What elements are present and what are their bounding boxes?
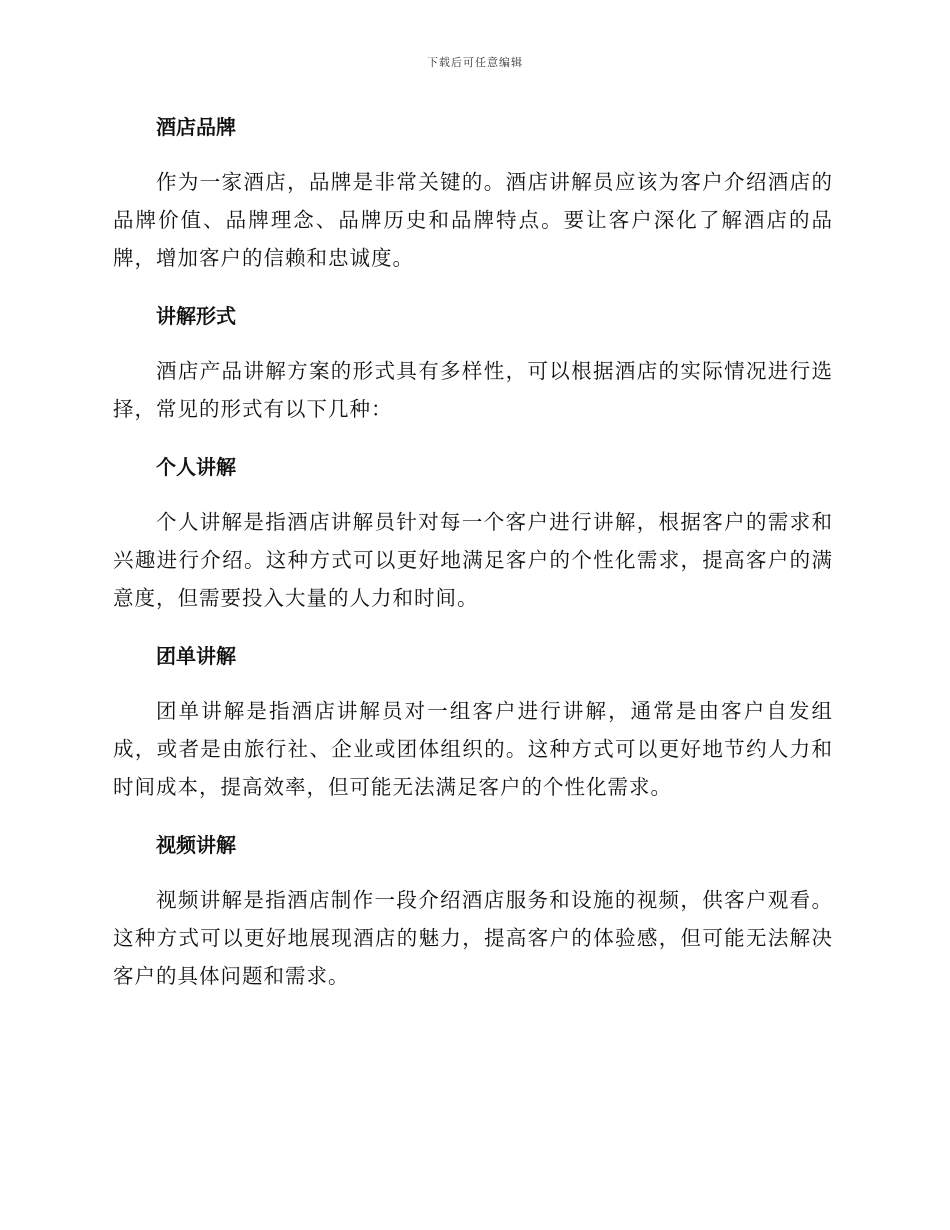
section-heading-hotel-brand: 酒店品牌 <box>156 115 236 139</box>
paragraph-hotel-brand: 作为一家酒店，品牌是非常关键的。酒店讲解员应该为客户介绍酒店的品牌价值、品牌理念、品牌历史和品牌特点。要让客户深化了解酒店的品牌，增加客户的信赖和忠诚度。 <box>113 170 833 270</box>
document-body <box>113 107 833 1014</box>
header-note: 下载后可任意编辑 <box>427 56 523 69</box>
section-heading-video: 视频讲解 <box>156 833 236 857</box>
section-heading-group: 团单讲解 <box>156 644 236 668</box>
paragraph-group: 团单讲解是指酒店讲解员对一组客户进行讲解，通常是由客户自发组成，或者是由旅行社、企业或团体组织的。这种方式可以更好地节约人力和时间成本，提高效率，但可能无法满足客户的个性化需求。 <box>113 699 833 799</box>
paragraph-video: 视频讲解是指酒店制作一段介绍酒店服务和设施的视频，供客户观看。这种方式可以更好地展现酒店的魅力，提高客户的体验感，但可能无法解决客户的具体问题和需求。 <box>113 888 833 988</box>
paragraph-presentation-format: 酒店产品讲解方案的形式具有多样性，可以根据酒店的实际情况进行选择，常见的形式有以下几种： <box>113 359 833 421</box>
section-heading-presentation-format: 讲解形式 <box>156 304 236 328</box>
paragraph-individual: 个人讲解是指酒店讲解员针对每一个客户进行讲解，根据客户的需求和兴趣进行介绍。这种方式可以更好地满足客户的个性化需求，提高客户的满意度，但需要投入大量的人力和时间。 <box>113 510 833 610</box>
section-heading-individual: 个人讲解 <box>156 455 236 479</box>
